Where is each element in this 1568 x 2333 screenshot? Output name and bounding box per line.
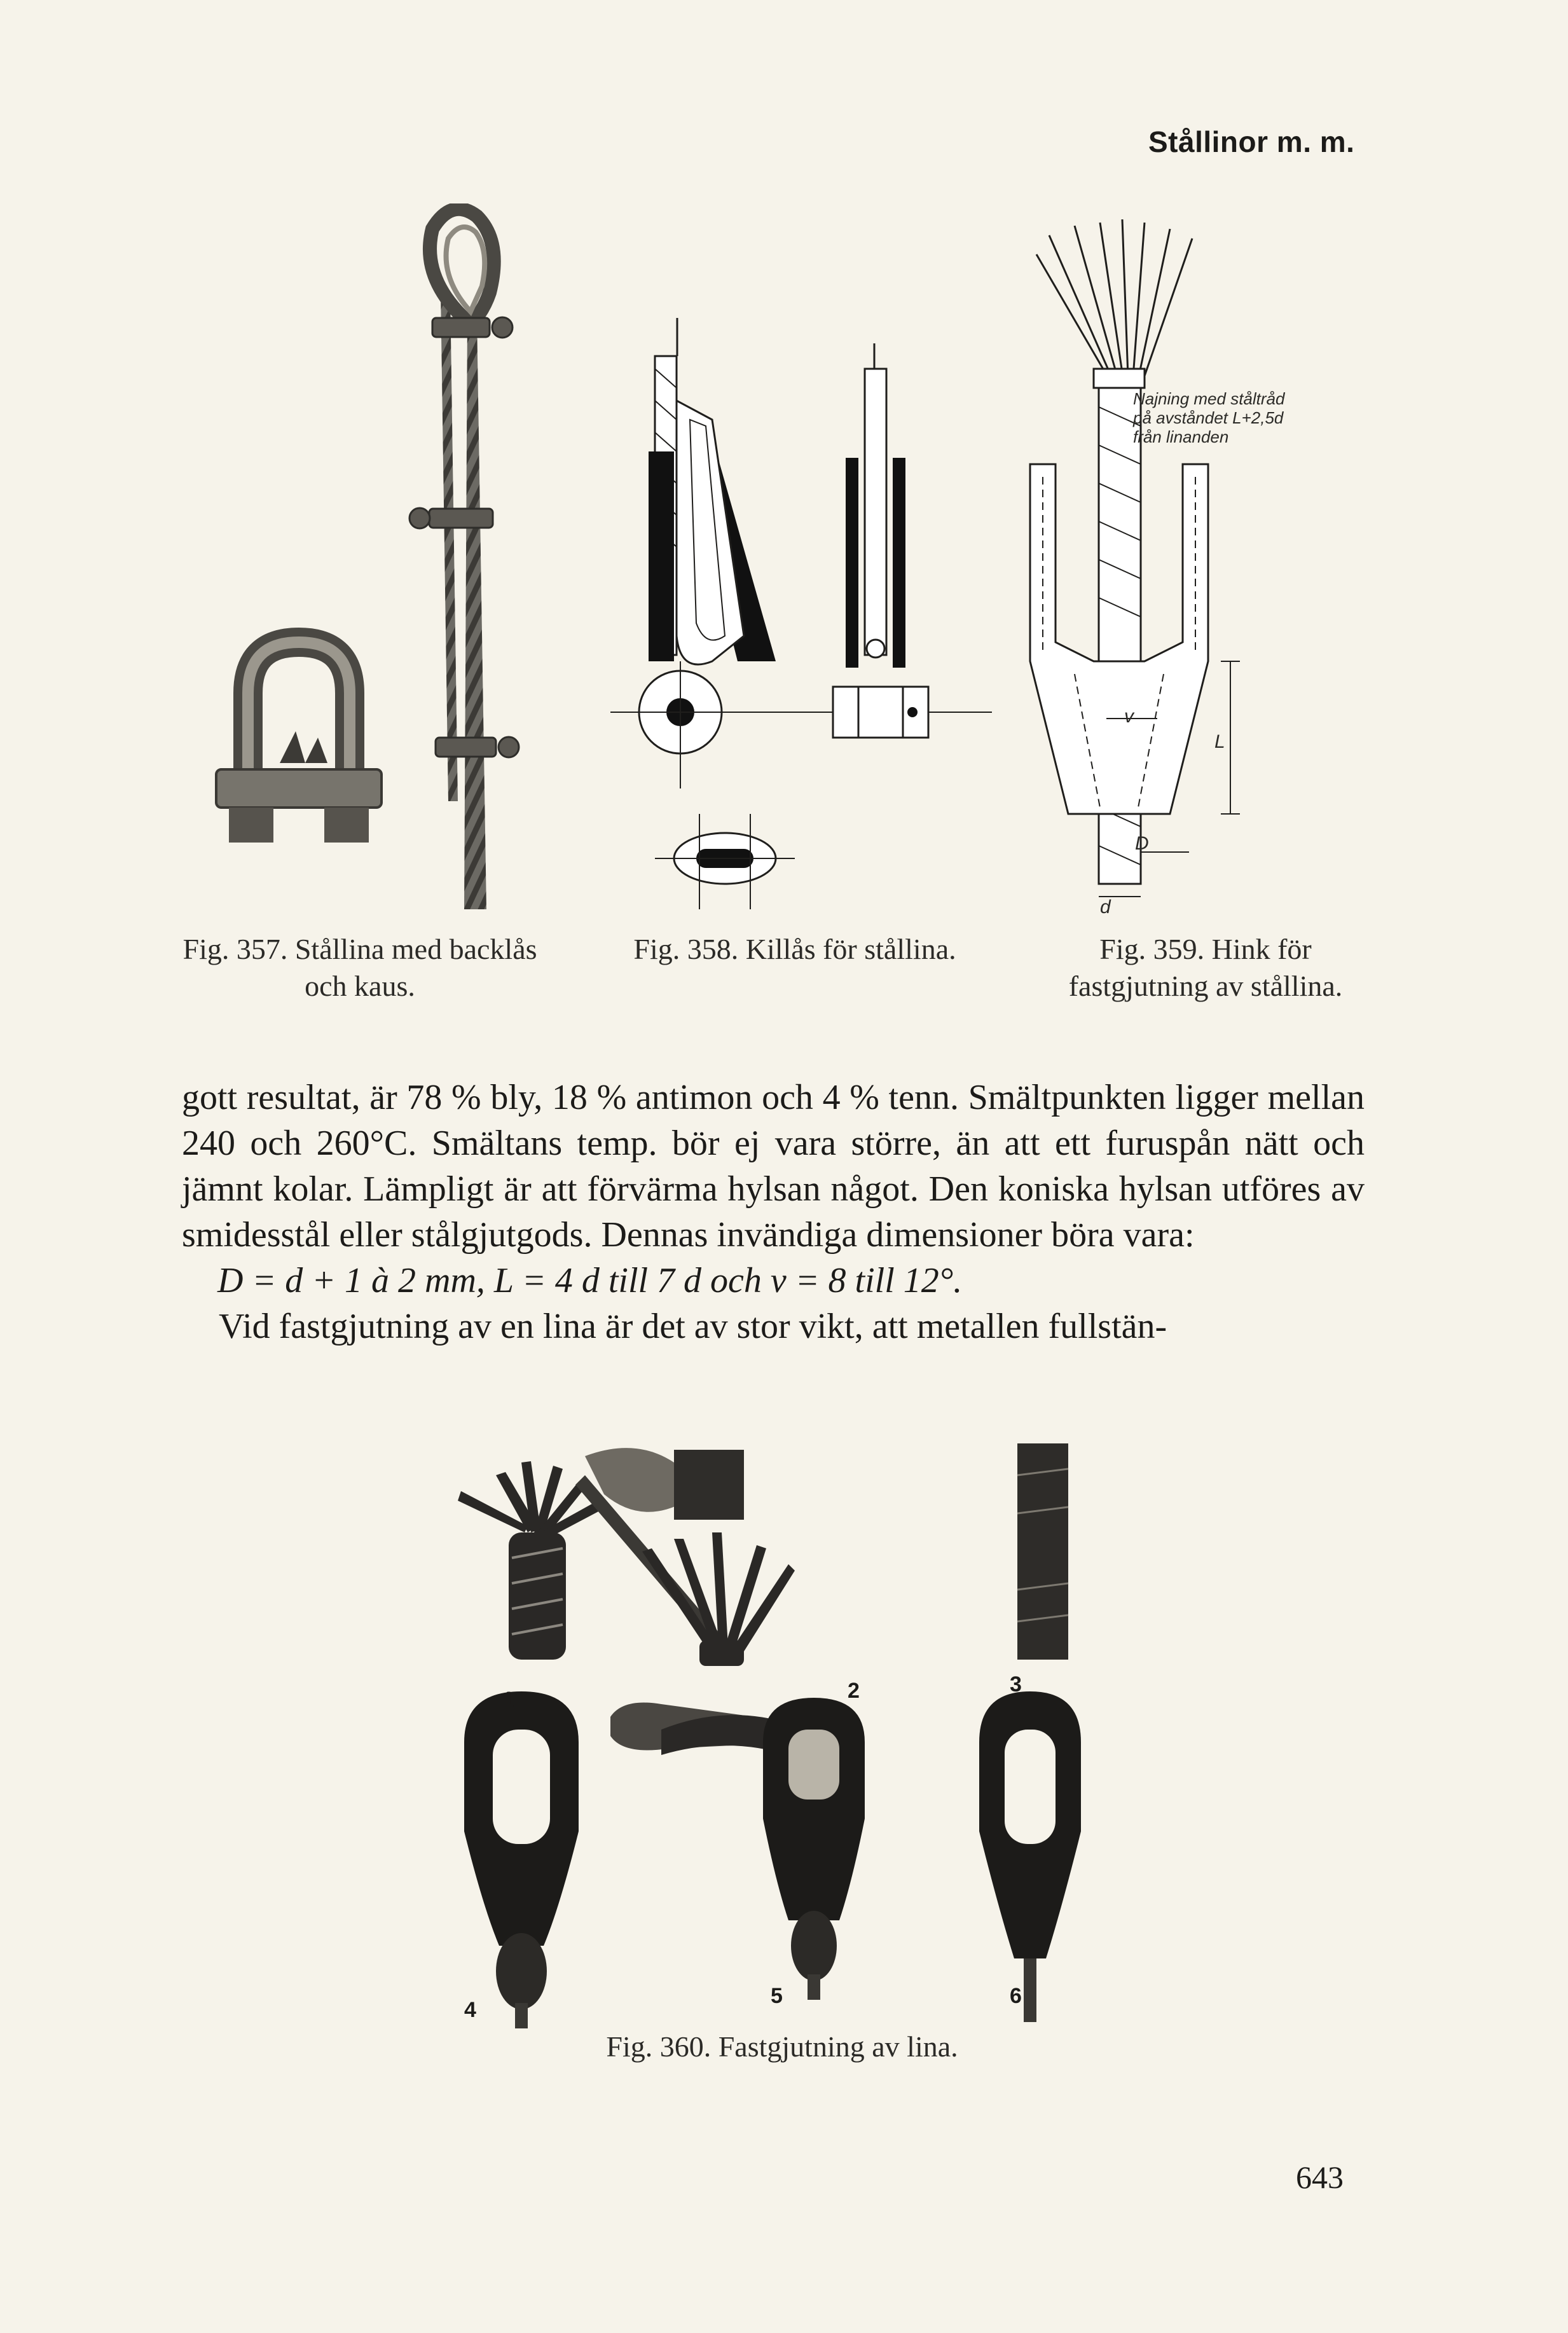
fig357-illustration [203, 203, 560, 916]
body-text [182, 1075, 1365, 1349]
running-head: Stållinor m. m. [1148, 125, 1355, 158]
fig359-label-L: L [1214, 731, 1225, 752]
fig359-annotation: Najning med ståltråd på avståndet L+2,5d från linanden [1133, 389, 1285, 446]
fig360-number-4: 4 [464, 1998, 476, 2022]
fig360-number-3: 3 [1010, 1672, 1022, 1696]
paragraph-2: Vid fastgjutning av en lina är det av stor vikt, att metallen fullstän- [219, 1307, 1167, 1346]
fig359-caption: Fig. 359. Hink för fastgjutning av stållina. [1068, 933, 1343, 1002]
fig360-caption: Fig. 360. Fastgjutning av lina. [606, 2030, 958, 2063]
fig358-caption: Fig. 358. Killås för stållina. [633, 933, 956, 965]
fig360-photos [432, 1437, 1094, 2035]
fig359-label-v: v [1124, 706, 1134, 727]
fig359-label-D: D [1135, 833, 1149, 854]
fig360-number-2: 2 [848, 1679, 860, 1703]
fig360-number-1: 1 [502, 1688, 514, 1712]
fig360-number-6: 6 [1010, 1984, 1022, 2008]
fig357-caption: Fig. 357. Stållina med backlås och kaus. [182, 933, 537, 1002]
fig358-illustration [585, 305, 1005, 916]
formula-line: D = d + 1 à 2 mm, L = 4 d till 7 d och v = 8 till 12°. [217, 1261, 963, 1300]
paragraph-1: gott resultat, är 78 % bly, 18 % antimon och 4 % tenn. Smältpunkten ligger mellan 240 och 260°C. Smältans temp. bör ej vara större, än att ett furuspån nätt och jämnt kolar. Lämpligt är att förvärma hylsan något. Den koniska hylsan utföres av smidesstål eller stålgjutgods. Dennas invändiga dimensioner böra vara: [182, 1078, 1365, 1255]
fig360-number-5: 5 [771, 1984, 783, 2008]
fig359-label-d: d [1100, 897, 1111, 918]
fig359-illustration [1011, 216, 1329, 928]
page-number: 643 [1296, 2159, 1344, 2195]
